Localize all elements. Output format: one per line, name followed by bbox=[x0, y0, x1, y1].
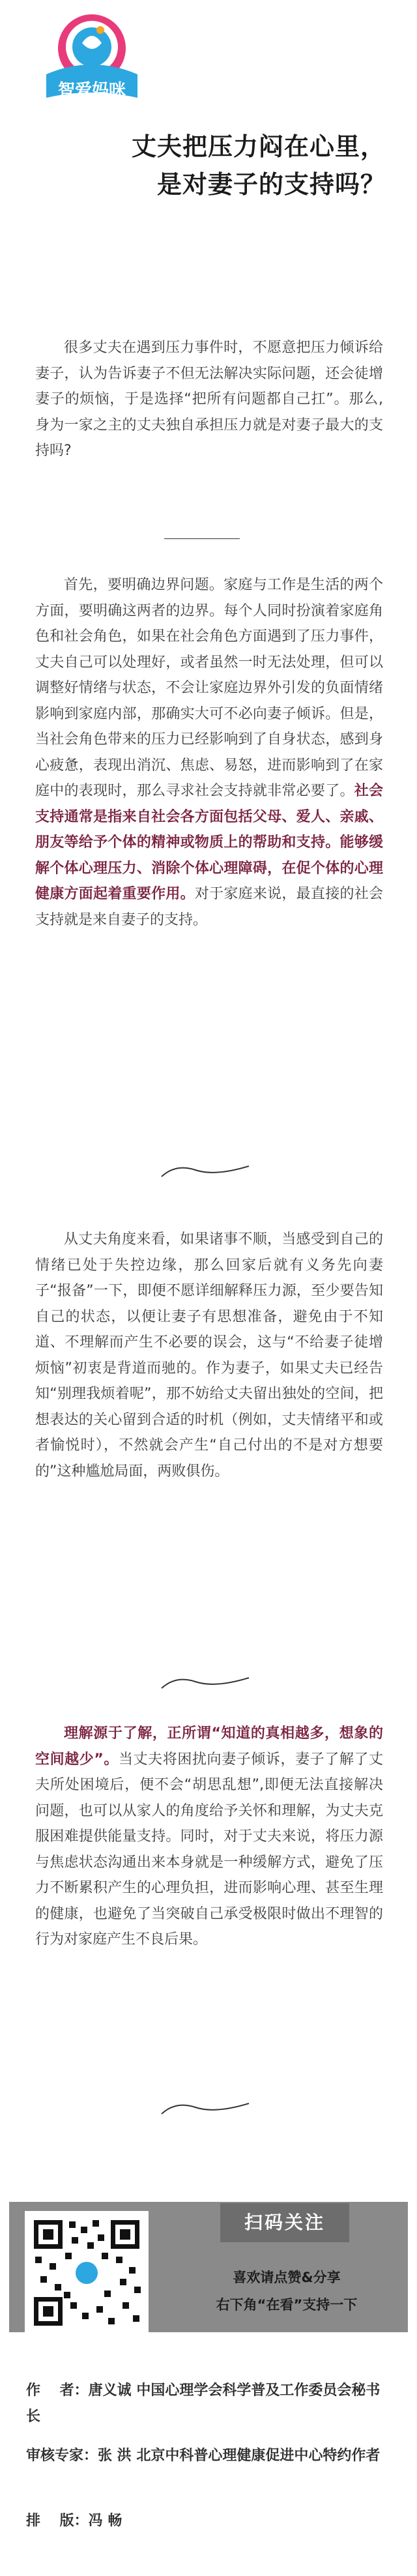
section-3-highlight: 理解源于了解，正所谓“知道的真相越多，想象的空间越少”。 bbox=[35, 1725, 383, 1768]
qr-code[interactable] bbox=[25, 2211, 149, 2335]
section-3-text: 当丈夫将困扰向妻子倾诉，妻子了解了丈夫所处困境后，便不会“胡思乱想”,即便无法直接解决问题，也可以从家人的角度给予关怀和理解，为丈夫克服困难提供能量支持。同时，对于丈夫来说，将压力源与焦虑状态沟通出来本身就是一种缓解方式，避免了压力不断累积产生的心理负担，进而影响心理、甚至生理的健康，也避免了当突破自己承受极限时做出不理智的行为对家庭产生不良后果。 bbox=[35, 1751, 383, 1948]
credit-author bbox=[26, 2378, 391, 2430]
section-1-highlight: 社会支持通常是指来自社会各方面包括父母、爱人、亲戚、朋友等给予个体的精神或物质上的帮助和支持。能够缓解个体心理压力、消除个体心理障碍，在促个体的心理健康方面起着重要作用。 bbox=[35, 783, 383, 902]
credit-reviewer bbox=[26, 2443, 391, 2469]
credit-layout-value: ：冯 畅 bbox=[74, 2513, 122, 2529]
credit-author-value: ：唐义诚 中国心理学会科学普及工作委员会秘书长 bbox=[26, 2382, 381, 2425]
credit-layout-label: 排 版 bbox=[26, 2513, 74, 2529]
credit-layout bbox=[26, 2508, 391, 2534]
swoosh-divider bbox=[156, 2098, 254, 2118]
divider-line bbox=[164, 538, 240, 539]
swoosh-divider bbox=[156, 1673, 254, 1692]
title-line-2: 是对妻子的支持吗？ bbox=[156, 170, 386, 199]
logo-text: 智爱妈咪 bbox=[57, 81, 126, 100]
article-title bbox=[132, 128, 386, 203]
section-3-paragraph bbox=[35, 1721, 383, 1953]
title-line-1: 丈夫把压力闷在心里， bbox=[131, 132, 386, 161]
scan-follow-label: 扫码关注 bbox=[220, 2203, 349, 2242]
credit-reviewer-value: ：张 洪 北京中科普心理健康促进中心特约作者 bbox=[83, 2448, 381, 2464]
section-1-paragraph bbox=[35, 572, 383, 933]
section-1-text: 首先，要明确边界问题。家庭与工作是生活的两个方面，要明确这两者的边界。每个人同时扮演着家庭角色和社会角色，如果在社会角色方面遇到了压力事件，丈夫自己可以处理好，或者虽然一时无法处理，但可以调整好情绪与状态，不会让家庭边界外引发的负面情绪影响到家庭内部，那确实大可不必向妻子倾诉。但是，当社会角色带来的压力已经影响到了自身状态，感到身心疲惫，表现出消沉、焦虑、易怒，进而影响到了在家庭中的表现时，那么寻求社会支持就非常必要了。 bbox=[35, 577, 383, 799]
logo bbox=[36, 9, 147, 107]
like-share-text: 喜欢请点赞&分享 bbox=[233, 2270, 341, 2285]
credit-reviewer-label: 审核专家 bbox=[26, 2448, 84, 2464]
view-support-text: 右下角“在看”支持一下 bbox=[216, 2297, 358, 2313]
intro-paragraph: 很多丈夫在遇到压力事件时，不愿意把压力倾诉给妻子，认为告诉妻子不但无法解决实际问题，还会徒增妻子的烦恼，于是选择“把所有问题都自己扛”。那么,身为一家之主的丈夫独自承担压力就是对妻子最大的支持吗? bbox=[35, 340, 383, 459]
section-1-text-end: 对于家庭来说，最直接的社会支持就是来自妻子的支持。 bbox=[35, 886, 383, 928]
credit-author-label: 作 者 bbox=[26, 2382, 74, 2399]
swoosh-divider bbox=[156, 1161, 254, 1180]
section-2-paragraph: 从丈夫角度来看，如果诸事不顺，当感受到自己的情绪已处于失控边缘，那么回家后就有义务先向妻子“报备”一下，即便不愿详细解释压力源，至少要告知自己的状态，以便让妻子有思想准备，避免由于不知道、不理解而产生不必要的误会，这与“不给妻子徒增烦恼”初衷是背道而驰的。作为妻子，如果丈夫已经告知“别理我烦着呢”，那不妨给丈夫留出独处的空间，把想表达的关心留到合适的时机（例如，丈夫情绪平和或者愉悦时），不然就会产生“自己付出的不是对方想要的”这种尴尬局面，两败俱伤。 bbox=[35, 1231, 383, 1480]
qr-code-graphic bbox=[25, 2211, 149, 2335]
